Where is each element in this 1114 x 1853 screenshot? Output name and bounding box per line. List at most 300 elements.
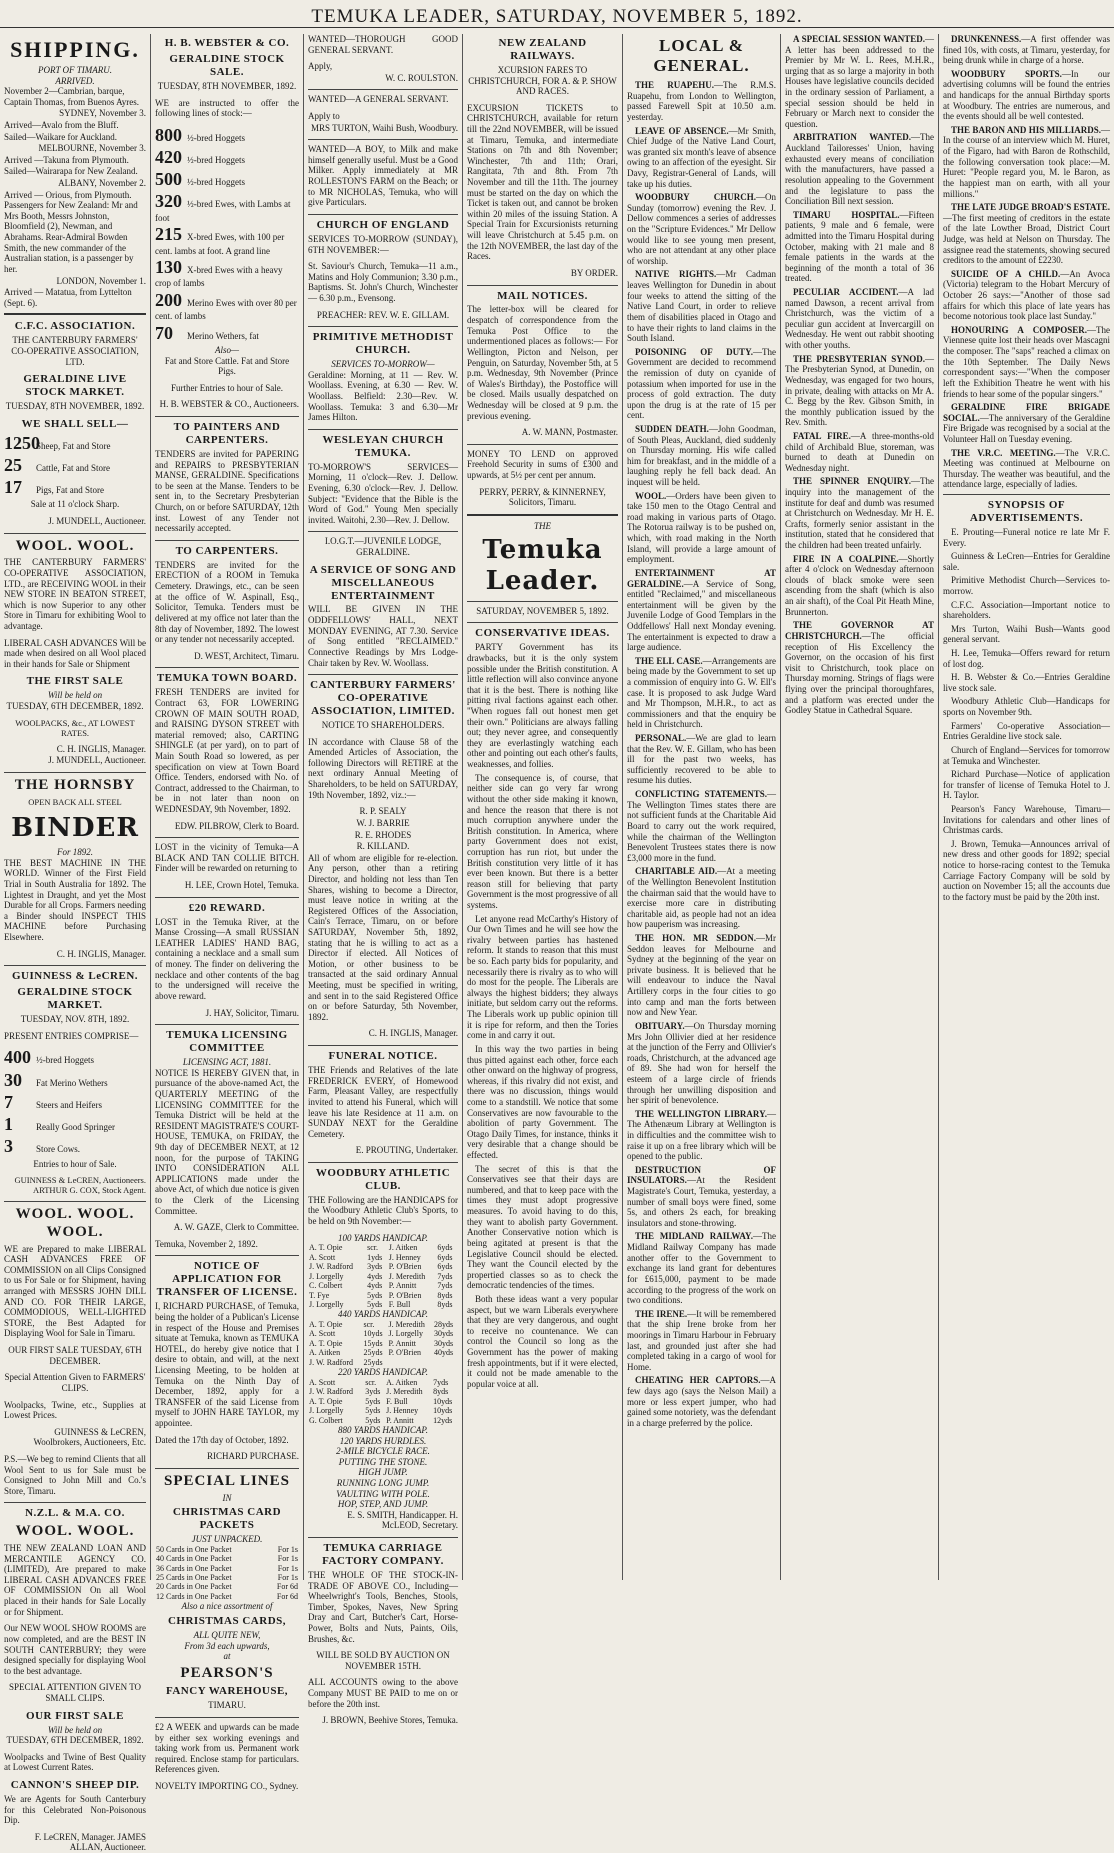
synopsis-item: H. B. Webster & Co.—Entries Geraldine live stock sale. xyxy=(943,672,1110,693)
table-row: J. W. Radford 3yds P. O'Brien 6yds xyxy=(309,1262,453,1272)
divider xyxy=(467,622,618,623)
cfca-heading: CANTERBURY FARMERS' CO-OPERATIVE ASSOCIATION, LIMITED. xyxy=(310,679,456,718)
divider xyxy=(308,139,458,140)
table-row: A. T. Opie scr. J. Meredith 28yds xyxy=(309,1319,454,1329)
news-item: WOODBURY SPORTS.—In our advertising columns will be found the entries and handicaps for the annual Birthday sports at Woodbury. The entries are numerous, and the events should all be well contested. xyxy=(943,68,1111,122)
from-price: From 3d each upwards, xyxy=(184,1640,270,1651)
logt-heading: I.O.G.T.—JUVENILE LODGE, GERALDINE. xyxy=(324,536,442,557)
also-label: Also— xyxy=(214,345,239,356)
divider xyxy=(467,514,618,516)
editorial-paragraph: The secret of this is that the Conservatives see that their days are numbered, and that to keep pace with the times they must adopt progressive measures. To avoid having to do this, they want to abolish party Government. Another Conservative notion which is being agitated at present is that the Legislative Council should be elected. They want the Council elected by the propertied classes so as to check the democratic tendencies of the times. xyxy=(467,1163,618,1291)
synopsis-item: Pearson's Fancy Warehouse, Timaru—Invitations for calendars and other lines of Christmas cards. xyxy=(943,803,1110,836)
synopsis-item: H. Lee, Temuka—Offers reward for return of lost dog. xyxy=(943,648,1110,669)
news-item: THE LATE JUDGE BROAD'S ESTATE.—The first meeting of creditors in the estate of the late Lowther Broad, District Court Judge, was held at Nelson on Thursday. The assignee read the statements, showing secured creditors to the amount of £2230. xyxy=(943,202,1110,266)
wool2-packs: Woolpacks, Twine, etc., Supplies at Lowest Prices. xyxy=(4,1399,146,1421)
preacher: PREACHER: REV. W. E. GILLAM. xyxy=(316,309,450,320)
synopsis-item: Richard Purchase—Notice of application for transfer of license of Temuka Hotel to J. H. Taylor. xyxy=(943,769,1110,801)
stock-line: 200 Merino Ewes with over 80 per cent. of lambs xyxy=(155,289,297,322)
divider xyxy=(155,540,299,541)
news-item: THE V.R.C. MEETING.—The V.R.C. Meeting was continued at Melbourne on Thursday. The weather was beautiful, and the attendance large, especially of ladies. xyxy=(943,447,1110,490)
table-row: J. Lorgelly 4yds J. Meredith 7yds xyxy=(309,1271,453,1281)
news-item: THE WELLINGTON LIBRARY.—The Athenæum Library at Wellington is in difficulties and the committee wish to raise it up on a free library which will be opened to the public. xyxy=(627,1108,776,1162)
wanted-servant: WANTED—THOROUGH GOOD GENERAL SERVANT. xyxy=(308,34,458,55)
auctioneer-sign: J. MUNDELL, Auctioneer. xyxy=(48,515,146,526)
news-item: WOOL.—Orders have been given to take 150 men to the Otago Central and road making in various parts of Otago. The Rotorua railway is to be pushed on, which, with road making in the North Island, will provide a large amount of employment. xyxy=(627,490,776,565)
synopsis-item: Church of England—Services for tomorrow at Temuka and Winchester. xyxy=(943,744,1110,766)
wanted-sign: W. C. ROULSTON. xyxy=(385,72,458,83)
will-be-held: Will be held on xyxy=(47,690,103,701)
at-label: at xyxy=(223,1651,231,1662)
binder-year: For 1892. xyxy=(57,847,93,858)
synopsis-heading: SYNOPSIS OF ADVERTISEMENTS. xyxy=(969,498,1084,524)
webster-sign: H. B. WEBSTER & CO., Auctioneers. xyxy=(159,399,299,410)
xmas-heading: CHRISTMAS CARD PACKETS xyxy=(172,1506,282,1532)
pearsons-heading: PEARSON'S xyxy=(180,1664,274,1681)
further-entries: Further Entries to hour of Sale. xyxy=(171,382,283,393)
divider xyxy=(4,533,146,534)
table-row: A. Scott scr. A. Aitken 7yds xyxy=(309,1377,449,1387)
present-entries: PRESENT ENTRIES COMPRISE— xyxy=(4,1030,139,1041)
divider xyxy=(308,531,458,532)
column-2 xyxy=(151,34,303,1792)
carriage-sign: J. BROWN, Beehive Stores, Temuka. xyxy=(322,1715,458,1726)
race-heading: PUTTING THE STONE. xyxy=(338,1456,428,1467)
divider xyxy=(155,1024,299,1025)
mail-heading: MAIL NOTICES. xyxy=(497,289,588,302)
news-item: TIMARU HOSPITAL.—Fifteen patients, 9 male and 6 female, were admitted into the Timaru Hospital during October, making with 21 male and 8 female patients in the wards at the beginning of the month a total of 36 treated. xyxy=(785,209,934,284)
town-board-sign: EDW. PILBROW, Clerk to Board. xyxy=(174,820,299,831)
entry-line: 30 Fat Merino Wethers xyxy=(4,1069,108,1090)
table-row: G. Colbert 5yds P. Annitt 12yds xyxy=(309,1415,453,1425)
shareholders-heading: NOTICE TO SHAREHOLDERS. xyxy=(321,720,445,731)
race-heading: 2-MILE BICYCLE RACE. xyxy=(336,1446,430,1457)
column-3 xyxy=(304,34,462,1726)
excursion-text: EXCURSION TICKETS to CHRISTCHURCH, available for return till the 22nd NOVEMBER, will be issued at Timaru, Temuka, and intermediate Stations on 7th and 8th November; Winchester, 7th and 11th; Orari, Rangitata, 7th and 8th. From 7th November and till the 11th. The journey must be started on the day on which the Ticket is taken out, and cannot be broken within 20 miles of the issuing Station. A Special Train for Excursionists returning will leave Christchurch at 5.45 p.m. on the 12th NOVEMBER, the last day of the Races. xyxy=(467,102,618,262)
woodbury-sign: E. S. SMITH, Handicapper. H. McLEOD, Secretary. xyxy=(347,1509,458,1531)
cannon-sign: F. LeCREN, Manager. JAMES ALLAN, Auctioneer. xyxy=(34,1831,146,1853)
the-label: THE xyxy=(533,520,551,531)
woodbury-text: THE Following are the HANDICAPS for the Woodbury Athletic Club's Sports, to be held on 9th November:— xyxy=(308,1194,458,1227)
week-text: £2 A WEEK and upwards can be made by either sex working evenings and taking work from us. Permanent work required. Enclose stamp for particulars. References given. xyxy=(155,1722,299,1775)
news-item: THE MIDLAND RAILWAY.—The Midland Railway Company has made another offer to the Government to exchange its land grant for debentures for £615,000, payment to be made according to the progress of the work on two conditions. xyxy=(627,1231,776,1306)
news-item: ARBITRATION WANTED.—The Auckland Tailoresses' Union, having exhausted every means of conciliation with the manufacturers, have passed a resolution appealing to the Government and the legislature to pass the Conciliation Bill next session. xyxy=(785,132,934,207)
webster-date: TUESDAY, 8TH NOVEMBER, 1892. xyxy=(157,80,297,91)
divider xyxy=(155,897,299,898)
special-lines-heading: SPECIAL LINES xyxy=(164,1472,290,1489)
news-item: PERSONAL.—We are glad to learn that the Rev. W. E. Gillam, who has been ill for the past two weeks, has sufficiently recovered to be able to resume his duties. xyxy=(627,733,776,786)
arrived-label: ARRIVED. xyxy=(55,75,95,86)
entry-line: 3 Store Cows. xyxy=(4,1136,81,1157)
licensing-act: LICENSING ACT, 1881. xyxy=(182,1057,272,1068)
divider xyxy=(308,674,458,675)
news-item: THE ELL CASE.—Arrangements are being made by the Government to set up a commission of enquiry into G. W. Ell's case. It is proposed to ask Judge Ward and Mr Thompson, M.H.R., to act as commissioners and that the enquiry be held in Christchurch. xyxy=(627,655,776,730)
sale-date: TUESDAY, 6TH DECEMBER, 1892. xyxy=(6,1735,144,1746)
manager-sign: J. MUNDELL, Auctioneer. xyxy=(48,755,146,766)
church-sub: SERVICES TO-MORROW (SUNDAY), 6TH NOVEMBER:— xyxy=(308,233,458,255)
news-item: HONOURING A COMPOSER.—The Viennese quite lost their heads over Mascagni the composer. The "saps" reached a climax on the 10th September. The Daily News correspondent says:—"When the composer left the Exhibition Theatre he went with his friends to hear some of the popular singers." xyxy=(943,324,1110,399)
news-item: FIRE IN A COALPINE.—Shortly after 4 o'clock on Wednesday afternoon clouds of black smoke were seen ascending from the shaft (which is also an air shaft), of the Coal Pit Heath Mine, Brunnerton. xyxy=(785,553,934,617)
race-heading: RUNNING LONG JUMP. xyxy=(336,1478,430,1489)
licensing-date: Temuka, November 2, 1892. xyxy=(155,1238,258,1249)
divider xyxy=(308,1537,458,1538)
divider xyxy=(155,667,299,668)
divider xyxy=(308,89,458,90)
woolpacks2: Woolpacks and Twine of Best Quality at Lowest Current Rates. xyxy=(4,1751,146,1773)
synopsis-item: Primitive Methodist Church—Services to-morrow. xyxy=(943,575,1110,596)
stock-line: 17 Pigs, Fat and Store xyxy=(4,477,105,498)
fancy-warehouse: FANCY WAREHOUSE, xyxy=(165,1685,289,1698)
divider xyxy=(467,601,618,602)
nza-heading: N.Z.L. & M.A. CO. xyxy=(25,1507,125,1520)
railways-heading: NEW ZEALAND RAILWAYS. xyxy=(498,37,587,62)
shipping-line: Arrived —Takuna from Plymouth. xyxy=(4,154,129,165)
webster-intro: WE are instructed to offer the following lines of stock:— xyxy=(155,97,299,119)
also-text: Fat and Store Cattle. Fat and Store Pigs. xyxy=(164,355,290,377)
divider xyxy=(467,285,618,286)
manager-sign: C. H. INGLIS, Manager. xyxy=(56,743,146,754)
editorial-paragraph: Let anyone read McCarthy's History of Our Own Times and he will see how the rivalry between parties has hastened reform. It stands to reason that this must be so. Each party bids for popularity, and necessarily there is rivalry as to who will do most for the people. The Liberals are always the highest bidders; they always initiate, but seldom carry out the reforms. The Liberals work up public opinion till it is ripe for reform, and then the Tories come in and carry it out. xyxy=(467,913,618,1041)
wanted-boy: WANTED—A BOY, to Milk and make himself generally useful. Must be a Good Milker. Apply immediately at MR ROLLESTON'S FARM on the Beach; or to MR NICHOLAS, Temuka, who will give Particulars. xyxy=(308,144,458,208)
divider xyxy=(155,837,299,838)
wanted-sign: MRS TURTON, Waihi Bush, Woodbury. xyxy=(310,122,458,133)
divider xyxy=(308,1162,458,1163)
column-5 xyxy=(623,34,780,1580)
money-sign: PERRY, PERRY, & KINNERNEY, Solicitors, Timaru. xyxy=(479,486,606,508)
table-row: J. Lorgelly 5yds F. Bull 8yds xyxy=(309,1299,453,1309)
reward-heading: £20 REWARD. xyxy=(188,901,266,914)
hornsby-text: THE BEST MACHINE IN THE WORLD. Winner of the First Field Trial in South Australia for 1892. The Lightest in Draught, and yet the Most Durable for all Crops. Farmers needing a Binder should INSPECT THIS MACHINE before Purchasing Elsewhere. xyxy=(4,857,146,943)
entry-line: 7 Steers and Heifers xyxy=(4,1091,102,1112)
service-song-heading: A SERVICE OF SONG AND MISCELLANEOUS ENTERTAINMENT xyxy=(309,563,457,602)
guinness-market: GERALDINE STOCK MARKET. xyxy=(17,986,133,1012)
christmas-cards: CHRISTMAS CARDS, xyxy=(167,1614,287,1627)
transfer-date: Dated the 17th day of October, 1892. xyxy=(155,1434,289,1445)
stock-line: 320 ½-bred Ewes, with Lambs at foot xyxy=(155,191,291,223)
news-item: THE GOVERNOR AT CHRISTCHURCH.—The official reception of His Excellency the Governor, on the occasion of his first visit to Christchurch, took place on Thursday morning. Strings of flags were flying over the principal thoroughfares, and a platform was erected under the Godley Statue in Cathedral Square. xyxy=(785,620,934,716)
table-row: A. Scott 10yds J. Lorgelly 30yds xyxy=(309,1329,454,1339)
handicap-table xyxy=(308,1243,458,1309)
transfer-sign: RICHARD PURCHASE. xyxy=(206,1451,299,1462)
shareholders-text: IN accordance with Clause 58 of the Amended Articles of Association, the following Directors will RETIRE at the next ordinary Annual Meeting of Shareholders, to be held on SATURDAY, 19th November, 1892, viz.:— xyxy=(308,736,458,800)
divider xyxy=(943,494,1110,495)
cfc-title: THE CANTERBURY FARMERS' CO-OPERATIVE ASSOCIATION, LTD. xyxy=(11,335,139,367)
synopsis-item: J. Brown, Temuka—Announces arrival of new dress and other goods for 1892; special notice to horse-racing contest to the Temuka Carriage Factory Company will be sold by auction on November 15; all the accounts due to the factory must be paid by the 20th inst. xyxy=(943,838,1110,902)
apply-label: Apply, xyxy=(308,61,333,72)
table-row: 20 Cards in One Packet For 6d xyxy=(156,1582,298,1592)
leader-date: SATURDAY, NOVEMBER 5, 1892. xyxy=(476,605,609,616)
carriage-heading: TEMUKA CARRIAGE FACTORY COMPANY. xyxy=(322,1542,444,1568)
divider xyxy=(467,444,618,445)
table-row: C. Colbert 4yds P. Annitt 7yds xyxy=(309,1281,453,1291)
lost-dog-sign: H. LEE, Crown Hotel, Temuka. xyxy=(184,880,299,891)
our-first-sale: OUR FIRST SALE xyxy=(26,1709,124,1722)
table-row: T. Fye 5yds P. O'Brien 8yds xyxy=(309,1290,453,1300)
port-heading: PORT OF TIMARU. xyxy=(37,64,113,75)
table-row: J. Lorgelly 5yds J. Henney 10yds xyxy=(309,1406,453,1416)
shipping-line: Arrived — Matatua, from Lyttelton (Sept. 6). xyxy=(4,287,132,308)
town-board-heading: TEMUKA TOWN BOARD. xyxy=(156,672,298,685)
webster-sale: GERALDINE STOCK SALE. xyxy=(169,52,285,78)
packets-table xyxy=(155,1545,299,1602)
table-row: 40 Cards in One Packet For 1s xyxy=(156,1554,298,1564)
shareholders-text2: All of whom are eligible for re-election. Any person, other than a retiring Director, and holding not less than Ten Shares, wishing to become a Director, must leave notice in writing at the Registered Offices of the Association, Cain's Terrace, Timaru, on or before SATURDAY, November 5th, 1892, stating that he is willing to act as a Director if elected. All Notices of Motion, or other business to be transacted at the said ordinary Annual Meeting, must be specified in writing, and sent in to the said Registered Office on or before Saturday, 5th November, 1892. xyxy=(308,852,458,1022)
table-row: A. Aitken 25yds P. O'Brien 40yds xyxy=(309,1348,454,1358)
shipping-line: Arrived — Orious, from Plymouth. Passengers for New Zealand: Mr and Mrs Booth, Messrs Johnston, Bloomfield (2), Newman, and Abrahams. Rear-Admiral Bowden Smith, the new commander of the Australian station, is a passenger by her. xyxy=(4,189,138,274)
synopsis-item: E. Prouting—Funeral notice re late Mr F. Every. xyxy=(943,526,1110,548)
shipping-line: ALBANY, November 2. xyxy=(58,178,146,189)
synopsis-item: Guinness & LeCren—Entries for Geraldine sale. xyxy=(943,551,1110,572)
wesleyan-heading: WESLEYAN CHURCH TEMUKA. xyxy=(322,433,444,459)
news-item: GERALDINE FIRE BRIGADE SOCIAL.—The anniversary of the Geraldine Fire Brigade was recognised by a social at the Volunteer Hall on Tuesday evening. xyxy=(943,402,1110,444)
column-1 xyxy=(0,34,150,1853)
wool2-heading: WOOL. WOOL. WOOL. xyxy=(15,1206,135,1240)
news-item: DRUNKENNESS.—A first offender was fined 10s, with costs, at Timaru, yesterday, for being drunk while in charge of a horse. xyxy=(943,34,1110,66)
hornsby-sub: OPEN BACK ALL STEEL xyxy=(28,796,122,807)
wool2-sale: OUR FIRST SALE TUESDAY, 6TH DECEMBER. xyxy=(8,1345,142,1366)
director: W. J. BARRIE xyxy=(356,817,410,828)
news-item: CHEATING HER CAPTORS.—A few days ago (says the Nelson Mail) a more or less expert jumper, who had gained some notoriety, was the defendant in a charge preferred by the police. xyxy=(627,1375,776,1428)
editorial-paragraph: PARTY Government has its drawbacks, but it is the only system possible under the British constitution. A little reflection will also convince anyone that it is the best. There is nothing like pitting rival factions against each other. "When rogues fall out honest men get their own." Politicians are always falling out; they never agree, and consequently they are everlastingly watching each other and pointing out each other's faults, weaknesses, and follies. xyxy=(467,642,618,770)
race-heading: 100 YARDS HANDICAP. xyxy=(338,1232,428,1243)
news-item: ENTERTAINMENT AT GERALDINE.—A Service of Song, entitled "Reclaimed," and miscellaneous entertainment will be given by the Juvenile Lodge of Good Templars in the Oddfellows' Hall next Monday evening. The entertainment is expected to draw a large audience. xyxy=(627,567,776,653)
primitive-heading: PRIMITIVE METHODIST CHURCH. xyxy=(312,331,454,357)
hornsby-heading: THE HORNSBY xyxy=(14,776,136,793)
first-sale-date: TUESDAY, 6TH DECEMBER, 1892. xyxy=(6,700,144,711)
guinness-sign: GUINNESS & LeCREN, Auctioneers. ARTHUR G. COX, Stock Agent. xyxy=(14,1175,146,1196)
special-attention: SPECIAL ATTENTION GIVEN TO SMALL CLIPS. xyxy=(8,1682,142,1703)
first-sale-heading: THE FIRST SALE xyxy=(26,675,124,688)
wool3-text: THE NEW ZEALAND LOAN AND MERCANTILE AGENCY CO. (LIMITED), Are prepared to make LIBERAL CASH ADVANCES FREE OF COMMISSION On all Wool placed in their hands for Sale Locally or for Shipment. xyxy=(4,1543,146,1617)
sale-time: Sale at 11 o'clock Sharp. xyxy=(30,499,120,510)
table-row: A. T. Opie 15yds P. Annitt 30yds xyxy=(309,1338,454,1348)
divider xyxy=(155,1468,299,1469)
news-item: NATIVE RIGHTS.—Mr Cadman leaves Wellington for Dunedin in about four weeks to attend the sitting of the Native Land Court, in order to relieve them of disabilities placed in Otago and to have their rights to land claims in the South Island. xyxy=(627,269,776,344)
divider xyxy=(4,313,146,315)
column-7 xyxy=(939,34,1114,1580)
lost-bag-sign: J. HAY, Solicitor, Timaru. xyxy=(205,1007,299,1018)
shipping-heading: SHIPPING. xyxy=(10,37,140,62)
church-text: St. Saviour's Church, Temuka—11 a.m., Matins and Holy Communion; 3.30 p.m., Baptisms. St. John's Church, Winchester — 6.30 p.m., Evensong. xyxy=(308,261,458,303)
synopsis-item: Farmers' Co-operative Association—Entries Geraldine live stock sale. xyxy=(943,720,1110,742)
carriage-sale: WILL BE SOLD BY AUCTION ON NOVEMBER 15TH. xyxy=(316,1650,450,1671)
local-general-heading: LOCAL & GENERAL. xyxy=(653,36,750,76)
funeral-heading: FUNERAL NOTICE. xyxy=(328,1050,438,1063)
carpenters-text: TENDERS are invited for the ERECTION of a ROOM in Temuka Cemetery. Drawings, etc., can be seen at the office of W. Aspinall, Esq., Solicitor, Temuka. Tenders must be delivered at my office not later than the 8th day of November, 1892. The lowest or any tender not necessarily accepted. xyxy=(155,559,299,645)
divider xyxy=(155,416,299,417)
race-heading: HOP, STEP, AND JUMP. xyxy=(337,1499,429,1510)
handicap-table xyxy=(308,1378,458,1425)
stock-line: 70 Merino Wethers, fat xyxy=(155,322,259,343)
divider xyxy=(308,214,458,215)
column-6 xyxy=(781,34,938,1580)
shipping-line: MELBOURNE, November 3. xyxy=(38,143,146,154)
news-item: THE PRESBYTERIAN SYNOD.—The Presbyterian Synod, at Dunedin, on Wednesday, was engaged for two hours, in private, dealing with attacks on Mr A. C. Begg by the Rev. Gibson Smith, in the monthly publication issued by the Rev. Smith. xyxy=(785,353,934,428)
town-board-text: FRESH TENDERS are invited for Contract 63, FOR LOWERING CROWN OF MAIN SOUTH ROAD, and RAISING DYSON STREET with material removed; also, CARTING SHINGLE (at per yard), on to part of Main South Road so lowered, as per specification on view at Town Board Office. Tenders, endorsed with No. of Contract, addressed to the Chairman, to be in not later than noon on WEDNESDAY, 9th November, 1892. xyxy=(155,687,299,815)
also-assortment: Also a nice assortment of xyxy=(181,1601,273,1612)
woolpacks-text: WOOLPACKS, &c., AT LOWEST RATES. xyxy=(15,717,135,738)
shipping-line: Arrived—Avalo from the Bluff. xyxy=(4,120,119,130)
handicap-table xyxy=(308,1320,458,1367)
news-item: THE HON. MR SEDDON.—Mr Seddon leaves for Melbourne and Sydney at the beginning of the year on private business. It is believed that he will endeavour to induce the Naval Artillery corps in the four cities to go into camp and man the forts between now and New Year. xyxy=(627,933,776,1018)
primitive-text: Geraldine: Morning, at 11 — Rev. W. Woollass. Evening, at 6.30 — Rev. W. Woollass. Belfield: 2.30—Rev. W. Woollass. Temuka: 3 and 6.30—Mr James Hilton. xyxy=(308,369,458,423)
timaru-label: TIMARU. xyxy=(208,1700,246,1711)
synopsis-item: C.F.C. Association—Important notice to shareholders. xyxy=(943,599,1110,621)
news-item: PECULIAR ACCIDENT.—A lad named Dawson, a recent arrival from Christchurch, was the victim of a peculiar gun accident at Invercargill on Wednesday. He went out rabbit shooting with other youths. xyxy=(785,287,934,351)
editorial-paragraph: In this way the two parties in being thus pitted against each other, force each other onward on the highway of progress, whereas, if this rivalry did not exist, and there was no discussion, things would come to a standstill. We notice that some Conservatives are now favourable to the abolition of party Government. The Otago Daily Times, for instance, thinks it very desirable that a change should be effected. xyxy=(467,1043,618,1161)
divider xyxy=(308,429,458,430)
carriage-text: THE WHOLE OF THE STOCK-IN-TRADE OF ABOVE CO., Including— Wheelwright's Tools, Benches, Stools, Timber, Spokes, Naves, New Spring Dray and Cart, Butcher's Cart, Horse-Power, Bolts and Nuts, Paints, Oils, Brushes, &c. xyxy=(308,1570,458,1644)
cfc-heading: C.F.C. ASSOCIATION. xyxy=(14,320,136,333)
shipping-line: Sailed—Wairarapa for New Zealand. xyxy=(4,166,138,177)
stock-line: 420 ½-bred Hoggets xyxy=(155,146,245,167)
lost-bag-text: LOST in the Temuka River, at the Manse Crossing—A small RUSSIAN LEATHER LADIES' HAND BAG, containing a necklace and a small sum of money. The finder on delivering the necklace and other contents of the bag to the undersigned will receive the above reward. xyxy=(155,916,299,1001)
guinness-heading: GUINNESS & LeCREN. xyxy=(11,970,139,983)
entry-line: 400 ½-bred Hoggets xyxy=(4,1047,94,1068)
divider xyxy=(4,965,146,966)
carriage-text2: ALL ACCOUNTS owing to the above Company MUST BE PAID to me on or before the 20th inst. xyxy=(308,1677,458,1709)
director: R. E. RHODES xyxy=(354,829,412,840)
masthead: TEMUKA LEADER, SATURDAY, NOVEMBER 5, 1892. xyxy=(0,6,1114,28)
editorial-paragraph: Both these ideas want a very popular aspect, but we warn Liberals everywhere that they are very dangerous, and ought to receive no countenance. We can control the Council so long as the Government has the power of making fresh appointments, but if it were elected, it could not be made amenable to the popular voice at all. xyxy=(467,1293,618,1389)
funeral-sign: E. PROUTING, Undertaker. xyxy=(355,1145,458,1156)
news-item: THE IRENE.—It will be remembered that the ship Irene broke from her moorings in Timaru Harbour in February last, and grounded just after she had completed taking in a cargo of wool for Home. xyxy=(627,1308,777,1372)
wanted-general: WANTED—A GENERAL SERVANT. xyxy=(308,94,449,105)
table-row: 25 Cards in One Packet For 1s xyxy=(156,1573,298,1583)
wool-heading: WOOL. WOOL. xyxy=(15,537,135,554)
market-date: TUESDAY, 8TH NOVEMBER, 1892. xyxy=(5,401,145,412)
in-label: IN xyxy=(222,1492,232,1503)
binder-heading: BINDER xyxy=(11,812,139,843)
table-row: 12 Cards in One Packet For 6d xyxy=(156,1591,298,1601)
synopsis-item: Woodbury Athletic Club—Handicaps for sports on November 9th. xyxy=(943,696,1110,718)
stock-line: 800 ½-bred Hoggets xyxy=(155,124,245,145)
transfer-text: I, RICHARD PURCHASE, of Temuka, being the holder of a Publican's License in respect of the House and Premises situate at Temuka, known as TEMUKA HOTEL, do hereby give notice that I desire to obtain, and will, at the next Licensing Meeting, to be holden at Temuka on the Ninth Day of December, 1892, apply for a TRANSFER of the said License from myself to JOHN HARE TAYLOR, my appointee. xyxy=(155,1301,299,1429)
painters-text: TENDERS are invited for PAPERING and REPAIRS to PRESBYTERIAN MANSE, GERALDINE. Specifications to be seen at the Manse. Tenders to be sent in, to the Secretary Presbyterian Church, on or before SATURDAY, 12th inst. Lowest of any Tender not necessarily accepted. xyxy=(155,449,299,534)
news-item: LEAVE OF ABSENCE.—Mr Smith, Chief Judge of the Native Land Court, was granted six month's leave of absence owing to an affection of the eyesight. Sir Davy, Registrar-General of Lands, will take up his duties. xyxy=(627,125,777,189)
just-unpacked: JUST UNPACKED. xyxy=(191,1534,263,1545)
licensing-heading: TEMUKA LICENSING COMMITTEE xyxy=(166,1029,288,1055)
wool-text: THE CANTERBURY FARMERS' CO-OPERATIVE ASSOCIATION, LTD., are RECEIVING WOOL in their NEW STORE IN BEATON STREET, which is now Superior to any other Store in Timaru for exhibiting Wool to advantage. xyxy=(4,557,146,631)
shareholders-sign: C. H. INGLIS, Manager. xyxy=(368,1028,458,1039)
guinness-date: TUESDAY, NOV. 8TH, 1892. xyxy=(20,1014,130,1025)
painters-heading: TO PAINTERS AND CARPENTERS. xyxy=(173,421,281,447)
table-row: A. T. Opie 5yds F. Bull 10yds xyxy=(309,1396,453,1406)
divider xyxy=(308,1045,458,1046)
newspaper-nameplate: Temuka Leader. xyxy=(482,535,603,597)
apply-label: Apply to xyxy=(308,111,340,122)
table-row: 36 Cards in One Packet For 1s xyxy=(156,1563,298,1573)
liberal-text: LIBERAL CASH ADVANCES Will be made when desired on all Wool placed in their hands for Sale or Shipment xyxy=(4,637,146,669)
divider xyxy=(4,1502,146,1503)
money-text: MONEY TO LEND on approved Freehold Security in sums of £300 and upwards, at 5½ per cent per annum. xyxy=(467,448,618,481)
divider xyxy=(155,1717,299,1718)
news-item: THE BARON AND HIS MILLIARDS.—In the course of an interview which M. Huret, of the Figaro, had with Baron de Rothschild, the following conversation took place:—M. Huret: "People regard you, M. le Baron, as the happiest man on earth, with all your millions." xyxy=(943,124,1110,199)
service-song-text: WILL BE GIVEN IN THE ODDFELLOWS' HALL, NEXT MONDAY EVENING, AT 7.30. Service of Song entitled "RECLAIMED." Connective Readings by Mrs Lodge-Chair taken by Rev. W. Woollass. xyxy=(308,604,458,668)
table-row: J. W. Radford 3yds J. Meredith 8yds xyxy=(309,1387,449,1397)
wool2-special: Special Attention Given to FARMERS' CLIPS. xyxy=(4,1372,146,1393)
hornsby-sign: C. H. INGLIS, Manager. xyxy=(56,948,146,959)
novelty-sign: NOVELTY IMPORTING CO., Sydney. xyxy=(155,1781,299,1792)
entries-note: Entries to hour of Sale. xyxy=(33,1158,117,1169)
news-item: CHARITABLE AID.—At a meeting of the Wellington Benevolent Institution the chairman said that the would have to exercise more care in distributing charitable aid, as people had not an idea how pauperism was increasing. xyxy=(627,866,776,930)
woodbury-heading: WOODBURY ATHLETIC CLUB. xyxy=(315,1166,451,1192)
column-4 xyxy=(463,34,622,1580)
table-row: J. W. Radford 25yds xyxy=(309,1357,383,1367)
licensing-text: NOTICE IS HEREBY GIVEN that, in pursuance of the above-named Act, the QUARTERLY MEETING of the LICENSING COMMITTEE for the Temuka District will be held at the RESIDENT MAGISTRATE'S COURT-HOUSE, TEMUKA, on FRIDAY, the 9th day of DECEMBER NEXT, at 12 noon, for the purpose of TAKING INTO CONSIDERATION ALL APPLICATIONS made under the above Act, of which due notice is given to the Clerk of the Licensing Committee. xyxy=(155,1067,299,1216)
stock-line: 25 Cattle, Fat and Store xyxy=(4,454,110,475)
cannon-text: We are Agents for South Canterbury for this Celebrated Non-Poisonous Dip. xyxy=(4,1793,146,1826)
news-item: SUICIDE OF A CHILD.—An Avoca (Victoria) telegram to the Hobart Mercury of October 26 says:—"Another of those sad affairs for which this place of late years has become notorious took place last Sunday." xyxy=(943,268,1111,322)
stock-line: 1250Sheep, Fat and Store xyxy=(4,432,111,453)
editorial-heading: CONSERVATIVE IDEAS. xyxy=(475,627,610,640)
entry-line: 1 Really Good Springer xyxy=(4,1114,115,1135)
race-heading: 880 YARDS HANDICAP. xyxy=(338,1424,428,1435)
table-row: 50 Cards in One Packet For 1s xyxy=(156,1544,298,1554)
wool3-heading: WOOL. WOOL. xyxy=(15,1523,135,1540)
market-heading: GERALDINE LIVE STOCK MARKET. xyxy=(23,373,127,399)
licensing-sign: A. W. GAZE, Clerk to Committee. xyxy=(173,1222,299,1233)
lost-dog-text: LOST in the vicinity of Temuka—A BLACK AND TAN COLLIE BITCH. Finder will be rewarded on returning to xyxy=(155,842,299,874)
carpenters-sign: D. WEST, Architect, Timaru. xyxy=(194,650,299,661)
race-heading: HIGH JUMP. xyxy=(358,1467,408,1478)
divider xyxy=(4,772,146,773)
by-order: BY ORDER. xyxy=(570,267,618,278)
race-heading: 220 YARDS HANDICAP. xyxy=(338,1367,428,1378)
shipping-line: LONDON, November 1. xyxy=(56,275,146,286)
primitive-sub: SERVICES TO-MORROW— xyxy=(331,359,435,370)
wesleyan-text: TO-MORROW'S SERVICES— Morning, 11 o'clock—Rev. J. Dellow. Evening, 6.30 o'clock—Rev. J. Dellow. Subject: "Evidence that the Bible is the Word of God." Young Men specially invited. Waitohi, 2.30—Rev. J. Dellow. xyxy=(308,461,458,525)
wool2-sign: GUINNESS & LeCREN, Woolbrokers, Auctioneers, Etc. xyxy=(33,1426,146,1448)
shipping-line: November 2—Cambrian, barque, Captain Thomas, from Buenos Ayres. xyxy=(4,86,139,107)
news-item: A SPECIAL SESSION WANTED.—A letter has been addressed to the Premier by Mr W. L. Rees, M.H.R., urging that as so large a majority in both Houses have legislative councils decided in the ordinary session of Parliament, a special session should be held in February or March next to consider the question. xyxy=(785,34,934,129)
editorial-paragraph: The consequence is, of course, that neither side can go very far wrong without the other side making it known, and hence the reason that there is not much corruption anywhere under the British constitution. In America, where party Government does not exist, corruption has run riot, but under the British constitution very little of it has ever been known. But there is a better reason still for believing that party Government is the most progressive of all systems. xyxy=(467,772,618,910)
excursion-heading: XCURSION FARES TO CHRISTCHURCH, FOR A. & P. SHOW AND RACES. xyxy=(468,64,617,97)
race-heading: VAULTING WITH POLE. xyxy=(336,1488,430,1499)
synopsis-item: Mrs Turton, Waihi Bush—Wants good general servant. xyxy=(943,623,1110,645)
news-item: CONFLICTING STATEMENTS.—The Wellington Times states there are not sufficient funds at the Charitable Aid Board to carry out the work required, while the chairman of the Wellington Benevolent Trustees states there is now £3,000 more in the fund. xyxy=(627,789,776,863)
wool2-text: WE are Prepared to make LIBERAL CASH ADVANCES FREE OF COMMISSION on all Clips Consigned to us For Sale or for Shipment, having arranged with MESSRS JOHN DILL AND CO. FOR THEIR LARGE, COMMODIOUS, WELL-LIGHTED STORE, the Best Adapted for Displaying Wool for Sale in Timaru. xyxy=(4,1243,147,1339)
cannon-heading: CANNON'S SHEEP DIP. xyxy=(10,1778,140,1791)
shipping-line: Sailed—Waikare for Auckland. xyxy=(4,131,117,142)
transfer-heading: NOTICE OF APPLICATION FOR TRANSFER OF LICENSE. xyxy=(156,1260,298,1299)
news-item: WOODBURY CHURCH.—On Sunday (tomorrow) evening the Rev. J. Dellow commences a series of addresses on the "Scripture Evidences." Mr Dellow would like to see young men present, who are not attendant at any other place of worship. xyxy=(627,192,776,266)
divider xyxy=(308,326,458,327)
carpenters-heading: TO CARPENTERS. xyxy=(175,544,279,557)
funeral-text: THE Friends and Relatives of the late FREDERICK EVERY, of Homewood Farm, Pleasant Valley, are respectfully invited to attend his Funeral, which will leave his late Residence at 11 a.m. on SUNDAY NEXT for the Geraldine Cemetery. xyxy=(308,1065,458,1139)
news-item: DESTRUCTION OF INSULATORS.—At the Resident Magistrate's Court, Temuka, yesterday, a number of small boys were fined, some 5s, and others 2s each, for breaking insulators and stone-throwing. xyxy=(627,1164,776,1228)
webster-heading: H. B. WEBSTER & CO. xyxy=(164,37,290,49)
quite-new: ALL QUITE NEW, xyxy=(193,1629,261,1640)
director: R. P. SEALY xyxy=(359,806,407,817)
news-item: SUDDEN DEATH.—John Goodman, of South Pleas, Auckland, died suddenly on Thursday morning. His wife called him for breakfast, and in the middle of a laughing reply he fell back dead. An inquest will be held. xyxy=(627,423,776,488)
stock-line: 215 X-bred Ewes, with 100 per cent. lambs at foot. A grand line xyxy=(155,224,285,256)
news-item: FATAL FIRE.—A three-months-old child of Archibald Blue, storeman, was burned to death at Dunedin on Wednesday night. xyxy=(785,430,934,473)
shipping-line: SYDNEY, November 3. xyxy=(59,108,146,119)
table-row: A. T. Opie scr. J. Aitken 6yds xyxy=(309,1243,453,1253)
race-heading: 120 YARDS HURDLES. xyxy=(339,1435,427,1446)
divider xyxy=(155,1255,299,1256)
sell-heading: WE SHALL SELL— xyxy=(21,417,129,430)
divider xyxy=(4,1201,146,1202)
news-item: THE SPINNER ENQUIRY.—The inquiry into the management of the institute for deaf and dumb was resumed at Christchurch on Wednesday. Mr H. E. Crafts, formerly senior assistant in the institution, stated that he considered that the children had been treated unfairly. xyxy=(785,476,934,551)
news-item: OBITUARY.—On Thursday morning Mrs John Ollivier died at her residence at the junction of the Ferry and Ollivier's roads, Christchurch, at the advanced age of 89. She had won for herself the esteem of a large circle of friends through her unwilling disposition and her spirit of benevolence. xyxy=(627,1020,776,1106)
wool2-ps: P.S.—We beg to remind Clients that all Wool Sent to us for Sale must be Consigned to John Mill and Co.'s Store, Timaru. xyxy=(4,1453,146,1496)
stock-line: 500 ½-bred Hoggets xyxy=(155,169,245,190)
will-be-held: Will be held on xyxy=(47,1724,103,1735)
mail-sign: A. W. MANN, Postmaster. xyxy=(521,427,618,438)
news-item: THE RUAPEHU.—The R.M.S. Ruapehu, from London to Wellington, passed Farewell Spit at 10.50 a.m. yesterday. xyxy=(627,80,776,122)
news-item: POISONING OF DUTY.—The Government are decided to recommend the remission of duty on cyanide of potassium when imported for use in the process of gold extraction. The duty upon the drug is at the rate of 15 per cent. xyxy=(627,346,776,421)
